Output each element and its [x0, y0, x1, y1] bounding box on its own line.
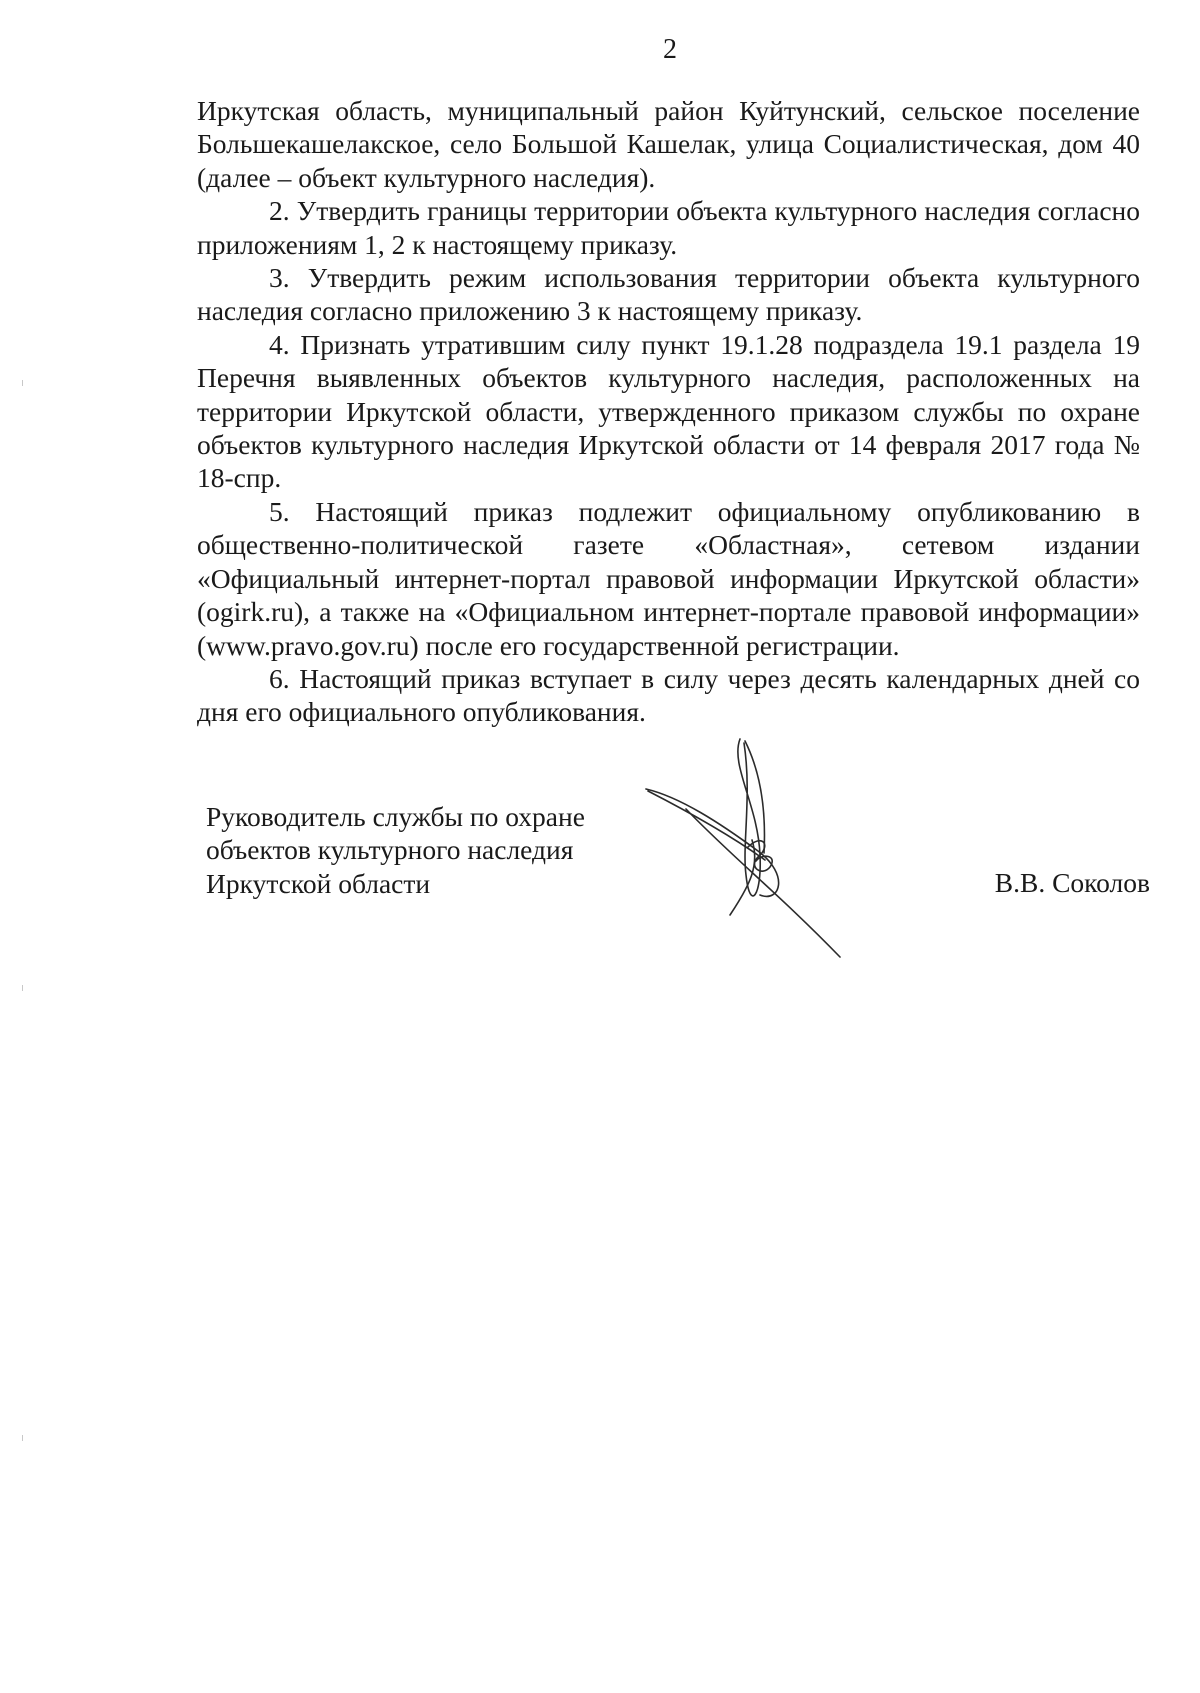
scan-speck — [22, 1435, 23, 1441]
scan-speck — [22, 985, 23, 991]
handwritten-signature — [640, 735, 860, 960]
position-line: Руководитель службы по охране — [206, 801, 585, 832]
paragraph-item-3: 3. Утвердить режим использования территории объекта культурного наследия согласно приложению 3 к настоящему приказу. — [197, 262, 1140, 327]
position-line: Иркутской области — [206, 867, 431, 899]
paragraph-item-5: 5. Настоящий приказ подлежит официальному опубликованию в общественно-политической газете «Областная», сетевом издании «Официальный интернет-портал правовой информации Иркутской области» (ogirk.ru), а также на «Официальном интернет-портале правовой информации» (www.pravo.gov.ru) после его государственной регистрации. — [197, 495, 1140, 661]
scan-speck — [22, 380, 23, 386]
paragraph-address: Иркутская область, муниципальный район Куйтунский, сельское поселение Большекашелакское, село Большой Кашелак, улица Социалистическая, дом 40 (далее – объект культурного наследия). — [197, 95, 1140, 193]
paragraph-item-4: 4. Признать утратившим силу пункт 19.1.28 подраздела 19.1 раздела 19 Перечня выявленных объектов культурного наследия, расположенных на территории Иркутской области, утвержденного приказом службы по охране объектов культурного наследия Иркутской области от 14 февраля 2017 года № 18-спр. — [197, 328, 1140, 494]
paragraph-item-2: 2. Утвердить границы территории объекта культурного наследия согласно приложениям 1, 2 к настоящему приказу. — [197, 195, 1140, 260]
document-body — [197, 94, 1140, 729]
signatory-name: В.В. Соколов — [994, 867, 1150, 898]
position-line: объектов культурного наследия — [206, 834, 574, 866]
signatory-position — [206, 800, 626, 900]
page-number: 2 — [663, 34, 677, 65]
paragraph-item-6: 6. Настоящий приказ вступает в силу через десять календарных дней со дня его официального опубликования. — [197, 662, 1140, 728]
